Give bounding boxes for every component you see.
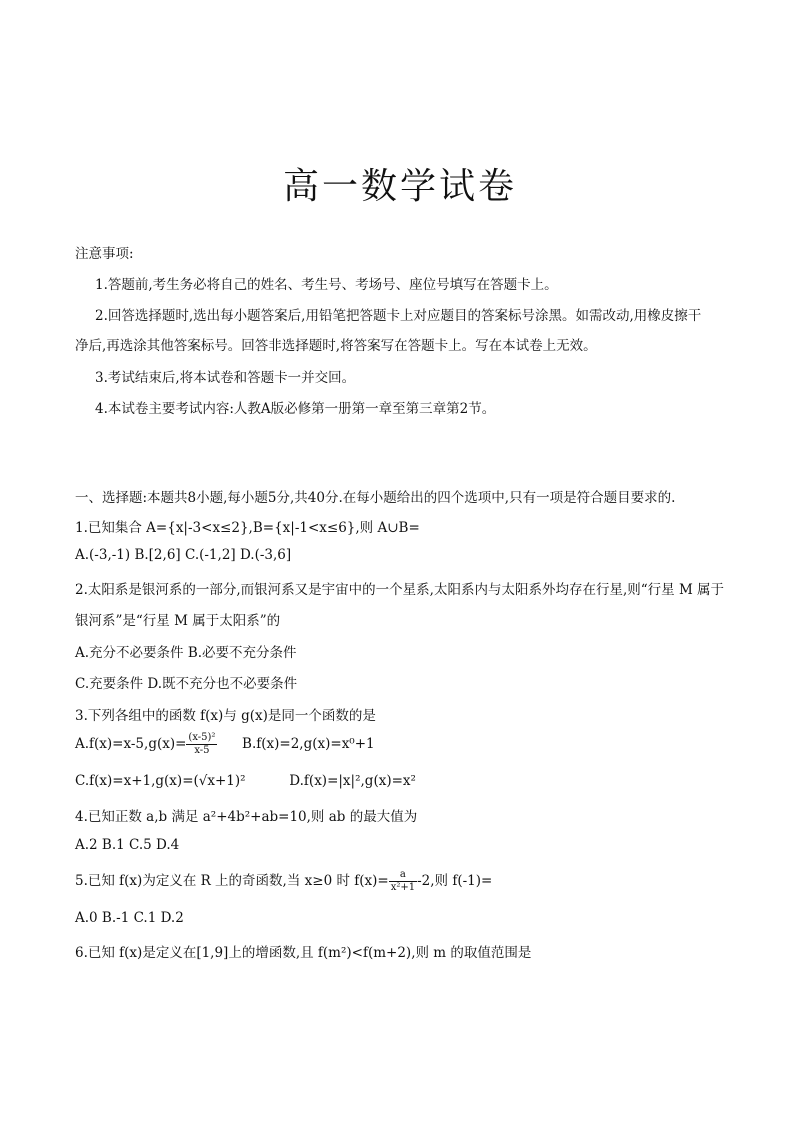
q5-fraction-numerator: a: [389, 869, 417, 882]
q5-stem: [75, 869, 755, 894]
notice-item-2-cont: 净后,再选涂其他答案标号。回答非选择题时,将答案写在答题卡上。写在本试卷上无效。: [75, 338, 597, 354]
notice-item-4: 4.本试卷主要考试内容:人教A版必修第一册第一章至第三章第2节。: [95, 401, 496, 417]
q4-stem: 4.已知正数 a,b 满足 a²+4b²+ab=10,则 ab 的最大值为: [75, 809, 418, 825]
q5-options: A.0 B.-1 C.1 D.2: [75, 910, 184, 926]
q5-fraction-denominator: x²+1: [390, 882, 416, 893]
notice-item-1: 1.答题前,考生务必将自己的姓名、考生号、考场号、座位号填写在答题卡上。: [95, 277, 558, 293]
q5-stem-prefix: 5.已知 f(x)为定义在 R 上的奇函数,当 x≥0 时 f(x)=: [75, 873, 389, 889]
q1-options: A.(-3,-1) B.[2,6] C.(-1,2] D.(-3,6]: [75, 547, 292, 563]
q3-option-a-numerator: (x-5)²: [188, 732, 216, 743]
q3-stem: 3.下列各组中的函数 f(x)与 g(x)是同一个函数的是: [75, 708, 376, 724]
q3-options-ab: [75, 732, 755, 757]
q3-option-d: D.f(x)=|x|²,g(x)=x²: [289, 773, 416, 789]
q2-options-line2: C.充要条件 D.既不充分也不必要条件: [75, 676, 298, 692]
notice-item-3: 3.考试结束后,将本试卷和答题卡一并交回。: [95, 370, 356, 386]
q2-options-line1: A.充分不必要条件 B.必要不充分条件: [75, 645, 297, 661]
section1-heading: 一、选择题:本题共8小题,每小题5分,共40分.在每小题给出的四个选项中,只有一项是符合题目要求的.: [75, 490, 676, 506]
q6-stem: 6.已知 f(x)是定义在[1,9]上的增函数,且 f(m²)<f(m+2),则 m 的取值范围是: [75, 945, 532, 961]
notice-heading: 注意事项:: [75, 246, 134, 262]
q2-stem-line1: 2.太阳系是银河系的一部分,而银河系又是宇宙中的一个星系,太阳系内与太阳系外均存在行星,则“行星 M 属于: [75, 582, 725, 598]
q3-option-a-fraction: [186, 732, 217, 757]
q5-fraction: [389, 869, 417, 894]
q5-stem-suffix: -2,则 f(-1)=: [417, 873, 493, 889]
q2-stem-line2: 银河系”是“行星 M 属于太阳系”的: [75, 613, 281, 629]
q3-option-b: B.f(x)=2,g(x)=x⁰+1: [242, 736, 375, 752]
q1-stem: 1.已知集合 A={x|-3<x≤2},B={x|-1<x≤6},则 A∪B=: [75, 520, 420, 536]
notice-item-2: 2.回答选择题时,选出每小题答案后,用铅笔把答题卡上对应题目的答案标号涂黑。如需改动,用橡皮擦干: [95, 308, 702, 324]
q3-option-a-prefix: A.f(x)=x-5,g(x)=: [75, 736, 187, 752]
q3-option-c: C.f(x)=x+1,g(x)=(√x+1)²: [75, 773, 246, 789]
q3-options-cd: [75, 773, 755, 789]
q3-option-a-denominator: x-5: [194, 745, 210, 756]
exam-title: 高一数学试卷: [282, 166, 517, 207]
q4-options: A.2 B.1 C.5 D.4: [75, 837, 180, 853]
